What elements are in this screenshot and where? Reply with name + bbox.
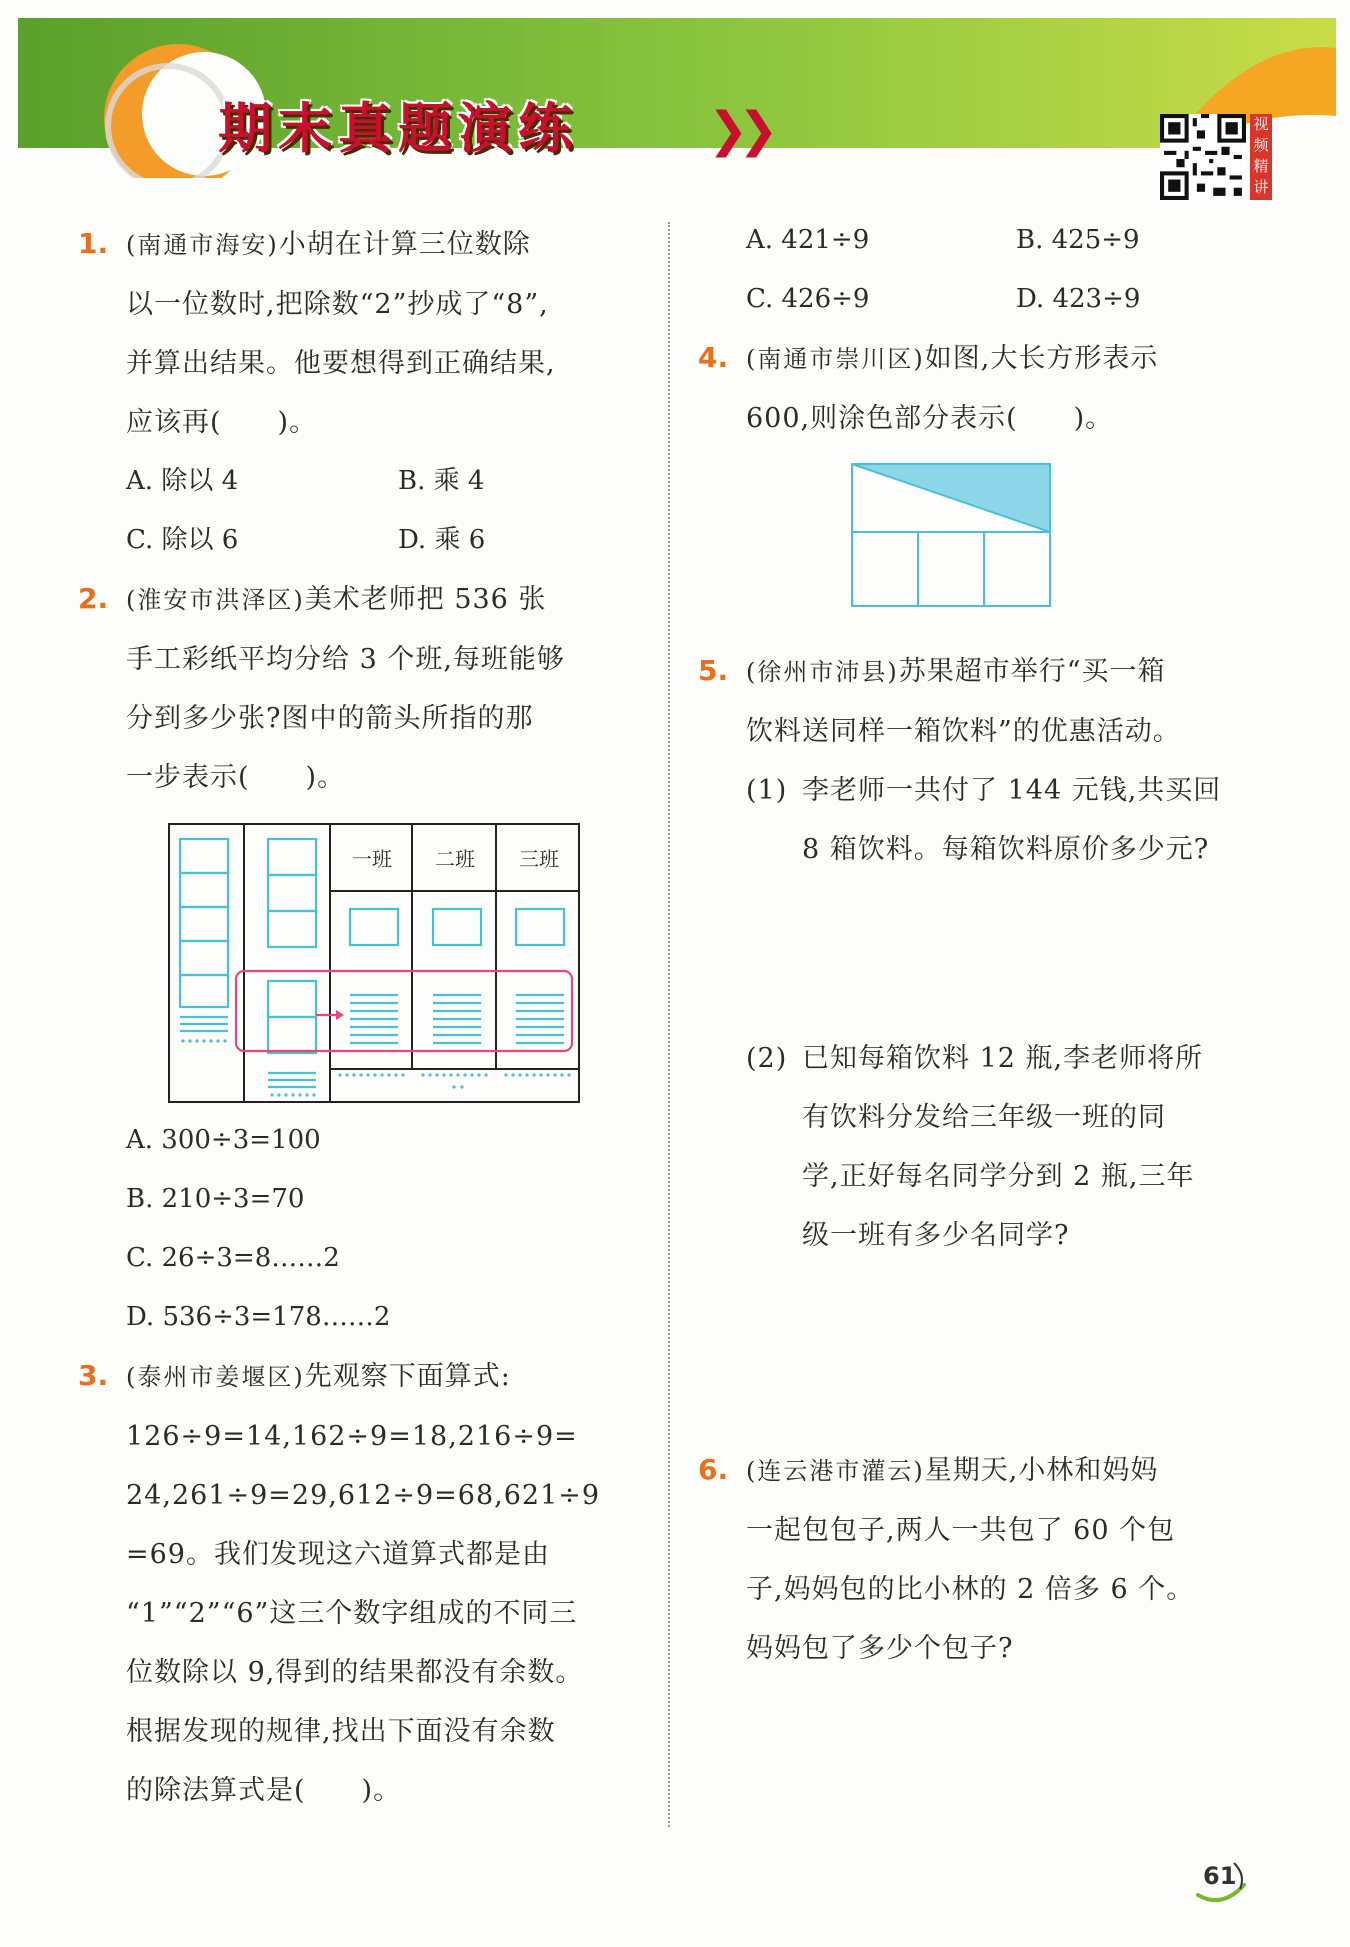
question-line: 24,261÷9=29,612÷9=68,621÷9: [126, 1480, 601, 1511]
option-d[interactable]: D. 423÷9: [1016, 284, 1141, 314]
question-line: 李老师一共付了 144 元钱,共买回: [802, 775, 1222, 806]
sub-question-label: (1): [746, 775, 788, 806]
column-divider: [668, 222, 670, 1827]
question-line: 一步表示( )。: [126, 762, 346, 793]
option-a[interactable]: A. 300÷3=100: [126, 1125, 321, 1155]
qr-code-icon[interactable]: [1160, 114, 1246, 200]
answer-space[interactable]: [698, 879, 1268, 1029]
option-b[interactable]: B. 乘 4: [398, 466, 485, 496]
question-line: 分到多少张?图中的箭头所指的那: [126, 703, 534, 734]
page-number: 61: [1203, 1862, 1237, 1890]
question-line: 126÷9=14,162÷9=18,216÷9=: [126, 1421, 578, 1452]
class-header-2: 二班: [435, 847, 475, 871]
question-number: 2.: [78, 582, 109, 615]
arrow-icon: [336, 1010, 344, 1020]
question-source: (连云港市灌云): [746, 1457, 925, 1485]
option-c[interactable]: C. 除以 6: [126, 525, 239, 555]
question-line: 星期天,小林和妈妈: [924, 1455, 1159, 1486]
sub-question-2: [698, 1029, 1268, 1265]
question-text: [78, 1347, 638, 1820]
question-line: 有饮料分发给三年级一班的同: [802, 1102, 1166, 1133]
question-line: 学,正好每名同学分到 2 瓶,三年: [802, 1161, 1195, 1192]
qr-label: 视频精讲: [1250, 114, 1272, 200]
question-number: 5.: [698, 654, 729, 687]
banner-background: [18, 18, 1336, 178]
question-line: 先观察下面算式:: [304, 1361, 511, 1392]
question-3-options: [698, 211, 1268, 329]
question-line: 苏果超市举行“买一箱: [898, 656, 1166, 687]
question-line: 一起包包子,两人一共包了 60 个包: [746, 1515, 1176, 1546]
question-line: 以一位数时,把除数“2”抄成了“8”,: [126, 289, 549, 320]
question-line: 如图,大长方形表示: [924, 343, 1159, 374]
rectangle-diagram-svg: [850, 462, 1052, 608]
question-source: (南通市海安): [126, 231, 279, 259]
question-4: [698, 329, 1268, 608]
question-number: 4.: [698, 341, 729, 374]
option-b[interactable]: B. 210÷3=70: [126, 1184, 305, 1214]
class-header-3: 三班: [519, 847, 559, 871]
question-number: 3.: [78, 1359, 109, 1392]
question-source: (淮安市洪泽区): [126, 586, 305, 614]
question-text: [698, 329, 1268, 448]
banner-chevron-icon: ❯❯: [708, 102, 769, 158]
question-line: 饮料送同样一箱饮料”的优惠活动。: [746, 716, 1181, 747]
question-line: 根据发现的规律,找出下面没有余数: [126, 1716, 556, 1747]
division-diagram: [168, 823, 580, 1103]
sub-question-1: [698, 761, 1268, 879]
question-line: 妈妈包了多少个包子?: [746, 1633, 1014, 1664]
options: [78, 452, 638, 570]
question-line: 小胡在计算三位数除: [278, 229, 531, 260]
question-source: (南通市崇川区): [746, 345, 925, 373]
question-source: (泰州市姜堰区): [126, 1363, 305, 1391]
question-6: [698, 1441, 1268, 1678]
question-text: [698, 1441, 1268, 1678]
answer-space[interactable]: [698, 1265, 1268, 1441]
option-a[interactable]: A. 421÷9: [746, 225, 870, 255]
question-2: [78, 570, 638, 1347]
sub-question-label: (2): [746, 1043, 788, 1074]
question-line: =69。我们发现这六道算式都是由: [126, 1539, 550, 1570]
question-line: 位数除以 9,得到的结果都没有余数。: [126, 1657, 584, 1688]
question-1: [78, 215, 638, 570]
question-text: [78, 215, 638, 452]
right-column: [698, 215, 1268, 1678]
class-header-1: 一班: [352, 847, 392, 871]
question-line: 子,妈妈包的比小林的 2 倍多 6 个。: [746, 1574, 1195, 1605]
question-number: 1.: [78, 227, 109, 260]
question-number: 6.: [698, 1453, 729, 1486]
rectangle-diagram: [850, 462, 1052, 608]
header-banner: [18, 18, 1336, 196]
question-line: 的除法算式是( )。: [126, 1775, 402, 1806]
question-line: 美术老师把 536 张: [304, 584, 547, 615]
question-text: [78, 570, 638, 807]
question-line: “1”“2”“6”这三个数字组成的不同三: [126, 1598, 578, 1629]
option-c[interactable]: C. 26÷3=8……2: [126, 1243, 340, 1273]
question-line: 应该再( )。: [126, 407, 318, 438]
question-5: [698, 642, 1268, 1441]
question-source: (徐州市沛县): [746, 658, 899, 686]
options: [78, 1111, 638, 1347]
question-line: 已知每箱饮料 12 瓶,李老师将所: [802, 1043, 1204, 1074]
option-b[interactable]: B. 425÷9: [1016, 225, 1140, 255]
option-c[interactable]: C. 426÷9: [746, 284, 870, 314]
option-d[interactable]: D. 536÷3=178……2: [126, 1302, 391, 1332]
question-line: 8 箱饮料。每箱饮料原价多少元?: [802, 834, 1210, 865]
option-d[interactable]: D. 乘 6: [398, 525, 486, 555]
question-line: 手工彩纸平均分给 3 个班,每班能够: [126, 644, 565, 675]
question-line: 并算出结果。他要想得到正确结果,: [126, 348, 556, 379]
question-3: [78, 1347, 638, 1820]
question-line: 600,则涂色部分表示( )。: [746, 403, 1114, 434]
question-text: [698, 642, 1268, 761]
question-line: 级一班有多少名同学?: [802, 1220, 1070, 1251]
banner-title: 期末真题演练: [218, 97, 578, 160]
left-column: [78, 215, 638, 1820]
option-a[interactable]: A. 除以 4: [126, 466, 239, 496]
